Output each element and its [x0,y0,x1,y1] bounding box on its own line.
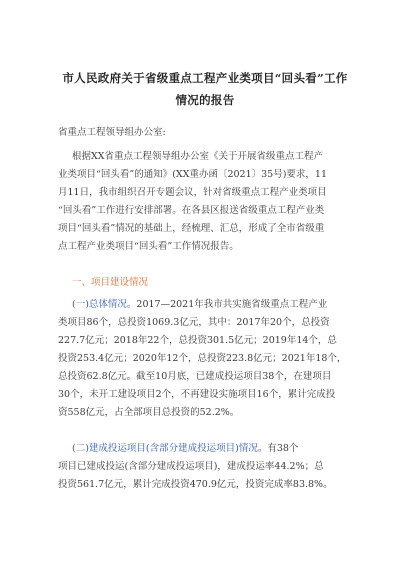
intro-paragraph-cont [58,166,358,256]
intro-paragraph [72,148,362,166]
intro-line: 项目“回头看”情况的基础上，经梳理、汇总，形成了全市省级重 [58,223,325,234]
sub1-line: 投资253.4亿元；2020年12个，总投资223.8亿元；2021年18个， [58,353,347,364]
sub1-paragraph [58,314,358,422]
sub1-line: 227.7亿元；2018年22个，总投资301.5亿元；2019年14个，总 [58,335,337,346]
sub1-line: 30个，未开工建设项目2个，不再建设实施项目16个，累计完成投 [58,389,336,400]
intro-line: 点工程产业类项目“回头看”工作情况报告。 [58,241,239,252]
intro-line: 业类项目“回头看”的通知》(XX重办函〔2021〕35号)要求，11 [58,169,328,180]
salutation-text: 省重点工程领导组办公室: [58,127,166,138]
intro-line: 根据XX省重点工程领导组办公室《关于开展省级重点工程产 [72,151,324,162]
document-title-line2: 情况的报告 [175,93,235,107]
sub1-line: 总投资62.8亿元。截至10月底，已建成投运项目38个，在建项目 [58,371,332,382]
intro-line: 月11日，我市组织召开专题会议，针对省级重点工程产业类项目 [58,187,327,198]
sub2-line: 项目已建成投运(含部分建成投运项目)，建成投运率44.2%；总 [58,461,324,472]
section1-heading [72,274,372,292]
sub2-paragraph [58,458,358,494]
sub2-first-line [72,440,362,458]
sub1-line: 类项目86个，总投资1069.3亿元，其中：2017年20个，总投资 [58,317,330,328]
sub2-line: 投资561.7亿元，累计完成投资470.9亿元，投资完成率83.8%。 [58,479,333,490]
section-heading: 一、项目建设情况 [72,277,149,288]
sub1-line: 资558亿元，占全部项目总投资的52.2%。 [58,407,240,418]
salutation [58,124,358,142]
sub1-first-line [72,296,362,314]
sub2-label: (二)建成投运项目(含部分建成投运项目)情况。 [72,443,268,454]
document-title-line1: 市人民政府关于省级重点工程产业类项目“回头看”工作 [62,71,348,85]
sub2-text: 有38个 [267,443,299,454]
intro-line: “回头看”工作进行安排部署。在各县区报送省级重点工程产业类 [58,205,325,216]
sub1-text: 2017—2021年我市共实施省级重点工程产业 [136,299,328,310]
sub1-label: (一)总体情况。 [72,299,137,310]
